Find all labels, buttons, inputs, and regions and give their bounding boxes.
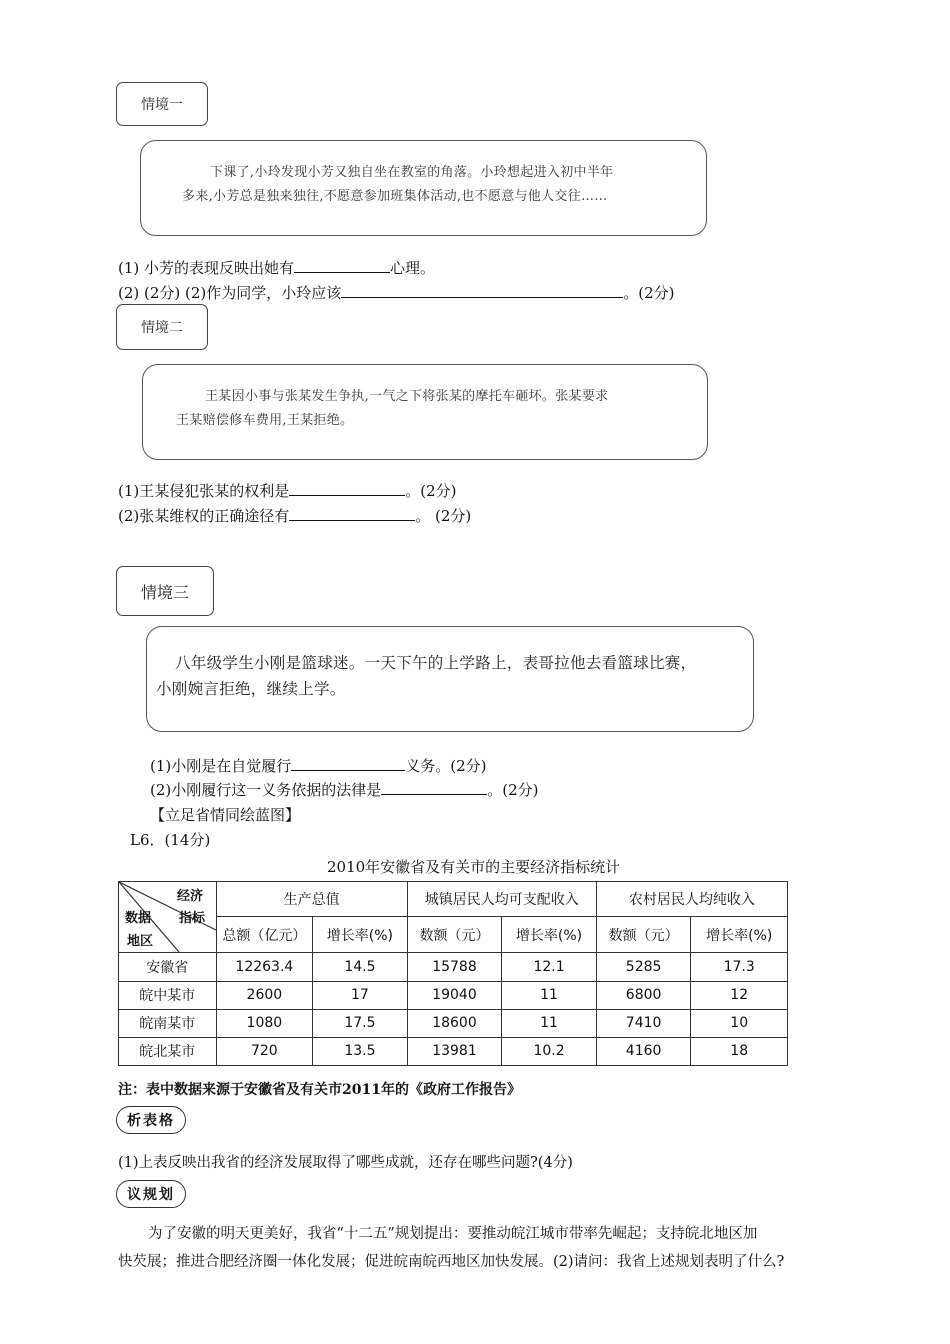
scene2-q2-pre: (2)张某维权的正确途径有 [118,507,290,525]
scene1-tag [116,82,208,126]
scene2-q1-pre: (1)王某侵犯张某的权利是 [118,482,290,500]
group-header-rural-income: 农村居民人均纯收入 [596,882,787,917]
subheader-rural-growth: 增长率(%) [691,917,788,953]
plan-paragraph-line2: 快芡展；推进合肥经济圈一体化发展；促进皖南皖西地区加快发展。(2)请问：我省上述规划表明了什么? [118,1254,785,1270]
table-cell: 17.5 [313,1009,408,1037]
scene3-question1 [150,756,487,776]
analyze-question: (1)上表反映出我省的经济发展取得了哪些成就，还存在哪些问题?(4分) [118,1155,573,1171]
scene2-q2-post: 。 (2分) [415,507,472,525]
table-row [119,953,788,981]
table-cell: 11 [502,981,597,1009]
scene3-q1-post: 义务。(2分) [405,757,487,775]
group-header-urban-income: 城镇居民人均可支配收入 [407,882,596,917]
table-corner-cell [119,882,217,953]
table-cell: 13.5 [313,1037,408,1065]
subheader-rural-amount: 数额（元） [596,917,691,953]
table-cell: 12 [691,981,788,1009]
table-cell: 13981 [407,1037,502,1065]
table-cell: 4160 [596,1037,691,1065]
subheader-urban-growth: 增长率(%) [502,917,597,953]
scene1-q2-pre: (2) (2分) (2)作为同学，小玲应该 [118,284,342,302]
scene3-box-line2: 小刚婉言拒绝，继续上学。 [156,680,346,698]
table-cell: 17.3 [691,953,788,981]
table-cell: 7410 [596,1009,691,1037]
table-cell: 10.2 [502,1037,597,1065]
subheader-urban-amount: 数额（元） [407,917,502,953]
scene3-question2 [150,780,539,800]
group-header-gdp: 生产总值 [216,882,407,917]
scene2-q1-post: 。(2分) [405,482,457,500]
economic-indicators-table [118,881,788,1066]
scene3-tag [116,566,214,616]
region-cell: 皖中某市 [119,981,217,1009]
corner-label-econ: 经济 [177,889,204,904]
scene1-box-line2: 多来,小芳总是独来独往,不愿意参加班集体活动,也不愿意与他人交往…… [182,189,608,204]
scene2-q2-blank[interactable] [289,506,415,521]
table-note: 注：表中数据来源于安徽省及有关市2011年的《政府工作报告》 [118,1082,521,1098]
analyze-table-badge [116,1106,186,1134]
scene2-box-line2: 王某赔偿修车费用,王某拒绝。 [176,413,354,428]
scene3-q2-blank[interactable] [381,780,487,795]
corner-label-indicator: 指标 [179,911,206,926]
table-cell: 18600 [407,1009,502,1037]
region-cell: 安徽省 [119,953,217,981]
scene1-q1-blank[interactable] [294,258,390,273]
scene2-box-line1: 王某因小事与张某发生争执,一气之下将张某的摩托车砸坏。张某要求 [205,389,609,404]
scene1-tag-label: 情境一 [141,97,183,113]
table-row [119,981,788,1009]
table-cell: 1080 [216,1009,313,1037]
analyze-table-badge-label: 析表格 [127,1113,175,1129]
table-cell: 18 [691,1037,788,1065]
region-cell: 皖北某市 [119,1037,217,1065]
table-cell: 17 [313,981,408,1009]
table-cell: 720 [216,1037,313,1065]
scene3-q1-blank[interactable] [291,756,405,771]
scene2-question1 [118,481,457,501]
corner-label-data: 数据 [125,911,152,926]
scene1-q2-post: 。(2分) [623,284,675,302]
table-cell: 12263.4 [216,953,313,981]
table-row [119,1037,788,1065]
subheader-gdp-growth: 增长率(%) [313,917,408,953]
table-title: 2010年安徽省及有关市的主要经济指标统计 [327,858,621,876]
plan-paragraph-line1: 为了安徽的明天更美好，我省“十二五”规划提出：要推动皖江城市带率先崛起；支持皖北地区加 [148,1226,758,1242]
scene1-box-line1: 下课了,小玲发现小芳又独自坐在教室的角落。小玲想起进入初中半年 [210,165,614,180]
corner-label-region: 地区 [127,934,154,949]
section-heading: 【立足省情同绘蓝图】 [150,806,301,824]
scene2-q1-blank[interactable] [289,481,405,496]
scene3-tag-label: 情境三 [140,582,189,602]
table-cell: 19040 [407,981,502,1009]
discuss-plan-badge [116,1180,186,1208]
scene2-tag-label: 情境二 [141,320,183,336]
subheader-gdp-total: 总额（亿元） [216,917,313,953]
table-cell: 2600 [216,981,313,1009]
table-cell: 10 [691,1009,788,1037]
scene1-q1-post: 心理。 [390,259,436,277]
region-cell: 皖南某市 [119,1009,217,1037]
table-cell: 11 [502,1009,597,1037]
scene2-question2 [118,506,471,526]
scene2-tag [116,304,208,350]
table-cell: 15788 [407,953,502,981]
scene1-question1 [118,258,435,278]
discuss-plan-badge-label: 议规划 [127,1187,175,1203]
table-row [119,1009,788,1037]
table-cell: 5285 [596,953,691,981]
scene3-q2-post: 。(2分) [487,781,539,799]
scene3-box-line1: 八年级学生小刚是篮球迷。一天下午的上学路上，表哥拉他去看篮球比赛， [175,654,697,672]
scene1-q1-pre: (1) 小芳的表现反映出她有 [118,259,295,277]
table-cell: 6800 [596,981,691,1009]
scene3-q1-pre: (1)小刚是在自觉履行 [150,757,292,775]
scene1-q2-blank[interactable] [341,283,623,298]
table-cell: 12.1 [502,953,597,981]
question-16-label: L6．(14分) [130,831,211,849]
scene3-q2-pre: (2)小刚履行这一义务依据的法律是 [150,781,382,799]
scene1-question2 [118,283,675,303]
table-cell: 14.5 [313,953,408,981]
